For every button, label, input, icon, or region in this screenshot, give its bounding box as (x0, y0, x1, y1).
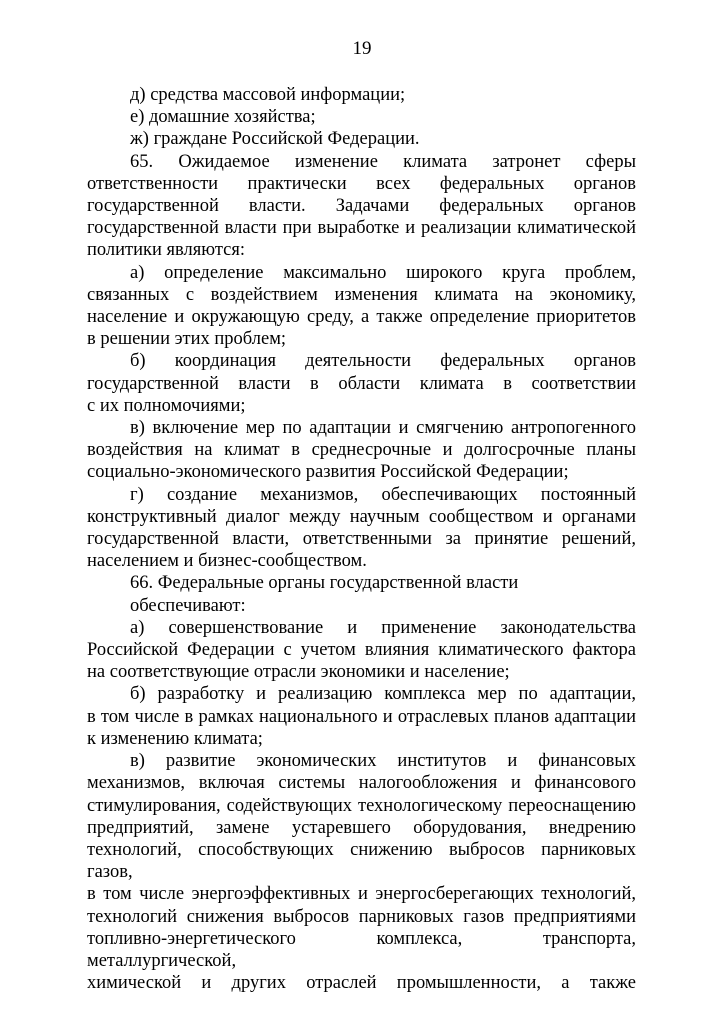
text-line: государственной власти. Задачами федеральных органов (87, 196, 636, 217)
text-line: предприятий, замене устаревшего оборудования, внедрению (87, 817, 636, 838)
text-line: связанных с воздействием изменения климата на экономику, (87, 284, 636, 305)
text-line: политики являются: (87, 240, 246, 261)
page-number: 19 (352, 38, 372, 59)
text-line: на соответствующие отрасли экономики и население; (87, 662, 510, 683)
text-line: стимулирования, содействующих технологическому переоснащению (87, 795, 636, 816)
text-line: государственной власти при выработке и реализации климатической (87, 218, 636, 239)
text-line: Российской Федерации с учетом влияния климатического фактора (87, 640, 636, 661)
text-line: б) координация деятельности федеральных органов (130, 351, 636, 372)
text-line: топливно-энергетического комплекса, транспорта, металлургической, (87, 928, 636, 971)
text-line: воздействия на климат в среднесрочные и долгосрочные планы (87, 440, 636, 461)
text-line: в) включение мер по адаптации и смягчению антропогенного (130, 418, 636, 439)
text-line: к изменению климата; (87, 728, 263, 749)
text-line: в решении этих проблем; (87, 329, 287, 350)
text-line: в) развитие экономических институтов и финансовых (130, 751, 636, 772)
text-line: в том числе в рамках национального и отраслевых планов адаптации (87, 706, 636, 727)
text-line: конструктивный диалог между научным сообществом и органами (87, 506, 636, 527)
document-body (87, 84, 636, 994)
text-line: г) создание механизмов, обеспечивающих постоянный (130, 484, 636, 505)
text-line: населением и бизнес-сообществом. (87, 551, 367, 572)
text-line: в том числе энергоэффективных и энергосберегающих технологий, (87, 884, 636, 905)
text-line: государственной власти в области климата в соответствии (87, 373, 636, 394)
text-line: 65. Ожидаемое изменение климата затронет сферы (130, 151, 636, 172)
text-line: ответственности практически всех федеральных органов (87, 173, 636, 194)
text-line: а) определение максимально широкого круга проблем, (130, 262, 636, 283)
text-line: химической и других отраслей промышленности, а также (87, 973, 636, 994)
text-line: д) средства массовой информации; (130, 85, 406, 105)
text-line: б) разработку и реализацию комплекса мер по адаптации, (130, 684, 636, 705)
text-line: технологий, способствующих снижению выбросов парниковых газов, (87, 839, 636, 883)
text-line: а) совершенствование и применение законодательства (130, 617, 636, 638)
text-line: 66. Федеральные органы государственной власти обеспечивают: (130, 573, 519, 616)
text-line: государственной власти, ответственными за принятие решений, (87, 529, 636, 550)
text-line: социально-экономического развития Российской Федерации; (87, 462, 569, 483)
text-line: механизмов, включая системы налогообложения и финансового (87, 773, 636, 794)
text-line: е) домашние хозяйства; (130, 107, 316, 128)
text-line: ж) граждане Российской Федерации. (130, 129, 420, 150)
text-line: население и окружающую среду, а также определение приоритетов (87, 307, 636, 328)
text-line: с их полномочиями; (87, 395, 246, 416)
text-line: технологий снижения выбросов парниковых газов предприятиями (87, 906, 636, 927)
